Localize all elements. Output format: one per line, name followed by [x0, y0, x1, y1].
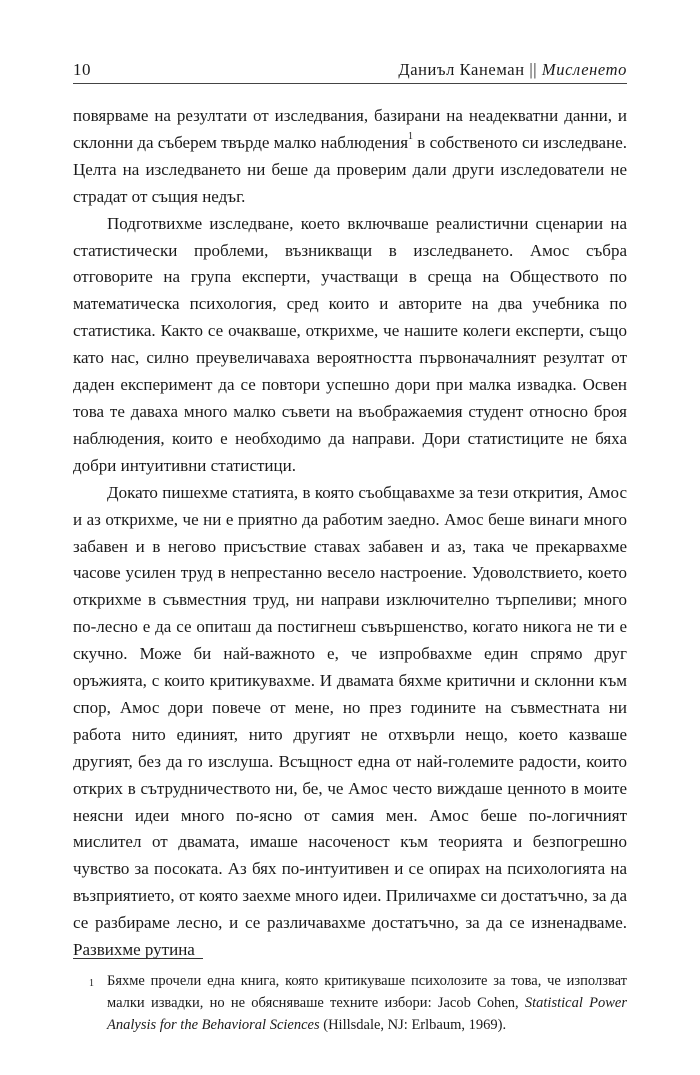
running-header [73, 50, 627, 84]
body-text [73, 103, 627, 964]
footnote-text-b: (Hillsdale, NJ: Erlbaum, 1969). [319, 1017, 507, 1033]
paragraph-1-text-a: повярваме на резултати от изследвания, базирани на неадекватни данни, и склонни да съберем твърде малко наблюдения [73, 106, 627, 152]
paragraph-1 [73, 103, 627, 211]
paragraph-2: Подготвихме изследване, което включваше реалистични сценарии на статистически проблеми, възникващи в изследването. Амос събра отговорите на група експерти, участващи в среща на Обществото по математическа психология, сред които и авторите на два учебника по статистика. Както се очакваше, открихме, че нашите колеги експерти, също като нас, силно преувеличаваха вероятността първоначалният резултат от даден експеримент да се повтори успешно дори при малка извадка. Освен това те даваха много малко съвети на въображаемия студент относно броя наблюдения, които е необходимо да направи. Дори статистиците не бяха добри интуитивни статистици. [73, 213, 627, 475]
page-number: 10 [73, 60, 91, 79]
footnote-book-title: Statistical Power Analysis for the Behavioral Sciences [107, 995, 627, 1033]
footnote-text-a: Бяхме прочели една книга, която критикуваше психолозите за това, че използват малки извадки, но не обясняваше техните избори: Jacob Cohen, [107, 973, 627, 1011]
footnote-reference: 1 [408, 131, 414, 143]
footnote-marker: 1 [89, 978, 94, 989]
footnote-divider [73, 958, 203, 959]
footnote [73, 970, 627, 1036]
running-head-author: Даниъл Канеман || [398, 60, 538, 79]
paragraph-1-text-b: в собственото си изследване. Целта на изследването ни беше да проверим дали други изследователи не страдат от същия недъг. [73, 132, 627, 206]
running-head-title: Мисленето [541, 60, 627, 79]
paragraph-3: Докато пишехме статията, в която съобщавахме за тези открития, Амос и аз открихме, че ни е приятно да работим заедно. Амос беше винаги много забавен и в негово присъствие ставах забавен и аз, така че прекарвахме часове усилен труд в непрестанно весело настроение. Удоволствието, което открихме в съвместния труд, ни направи изключително търпеливи; много по-лесно е да се опиташ да постигнеш съвършенство, когато никога не ти е скучно. Може би най-важното е, че изпробвахме един спрямо друг оръжията, с които критикувахме. И двамата бяхме критични и склонни към спор, Амос дори повече от мене, но през годините на съвместната ни работа нито единият, нито другият не отхвърли нещо, което казваше другият, без да го изслуша. Всъщност една от най-големите радости, които открих в сътрудничеството ни, бе, че Амос често виждаше ценното в моите неясни идеи много по-ясно от самия мен. Амос беше по-логичният мислител от двамата, имаше насоченост към теорията и безпогрешно чувство за посоката. Аз бях по-интуитивен и се опирах на психологията на възприятието, от която заехме много идеи. Приличахме си достатъчно, за да се разбираме лесно, и се различавахме достатъчно, за да се изненадваме. Развихме рутина [73, 482, 627, 960]
running-head [398, 60, 627, 80]
